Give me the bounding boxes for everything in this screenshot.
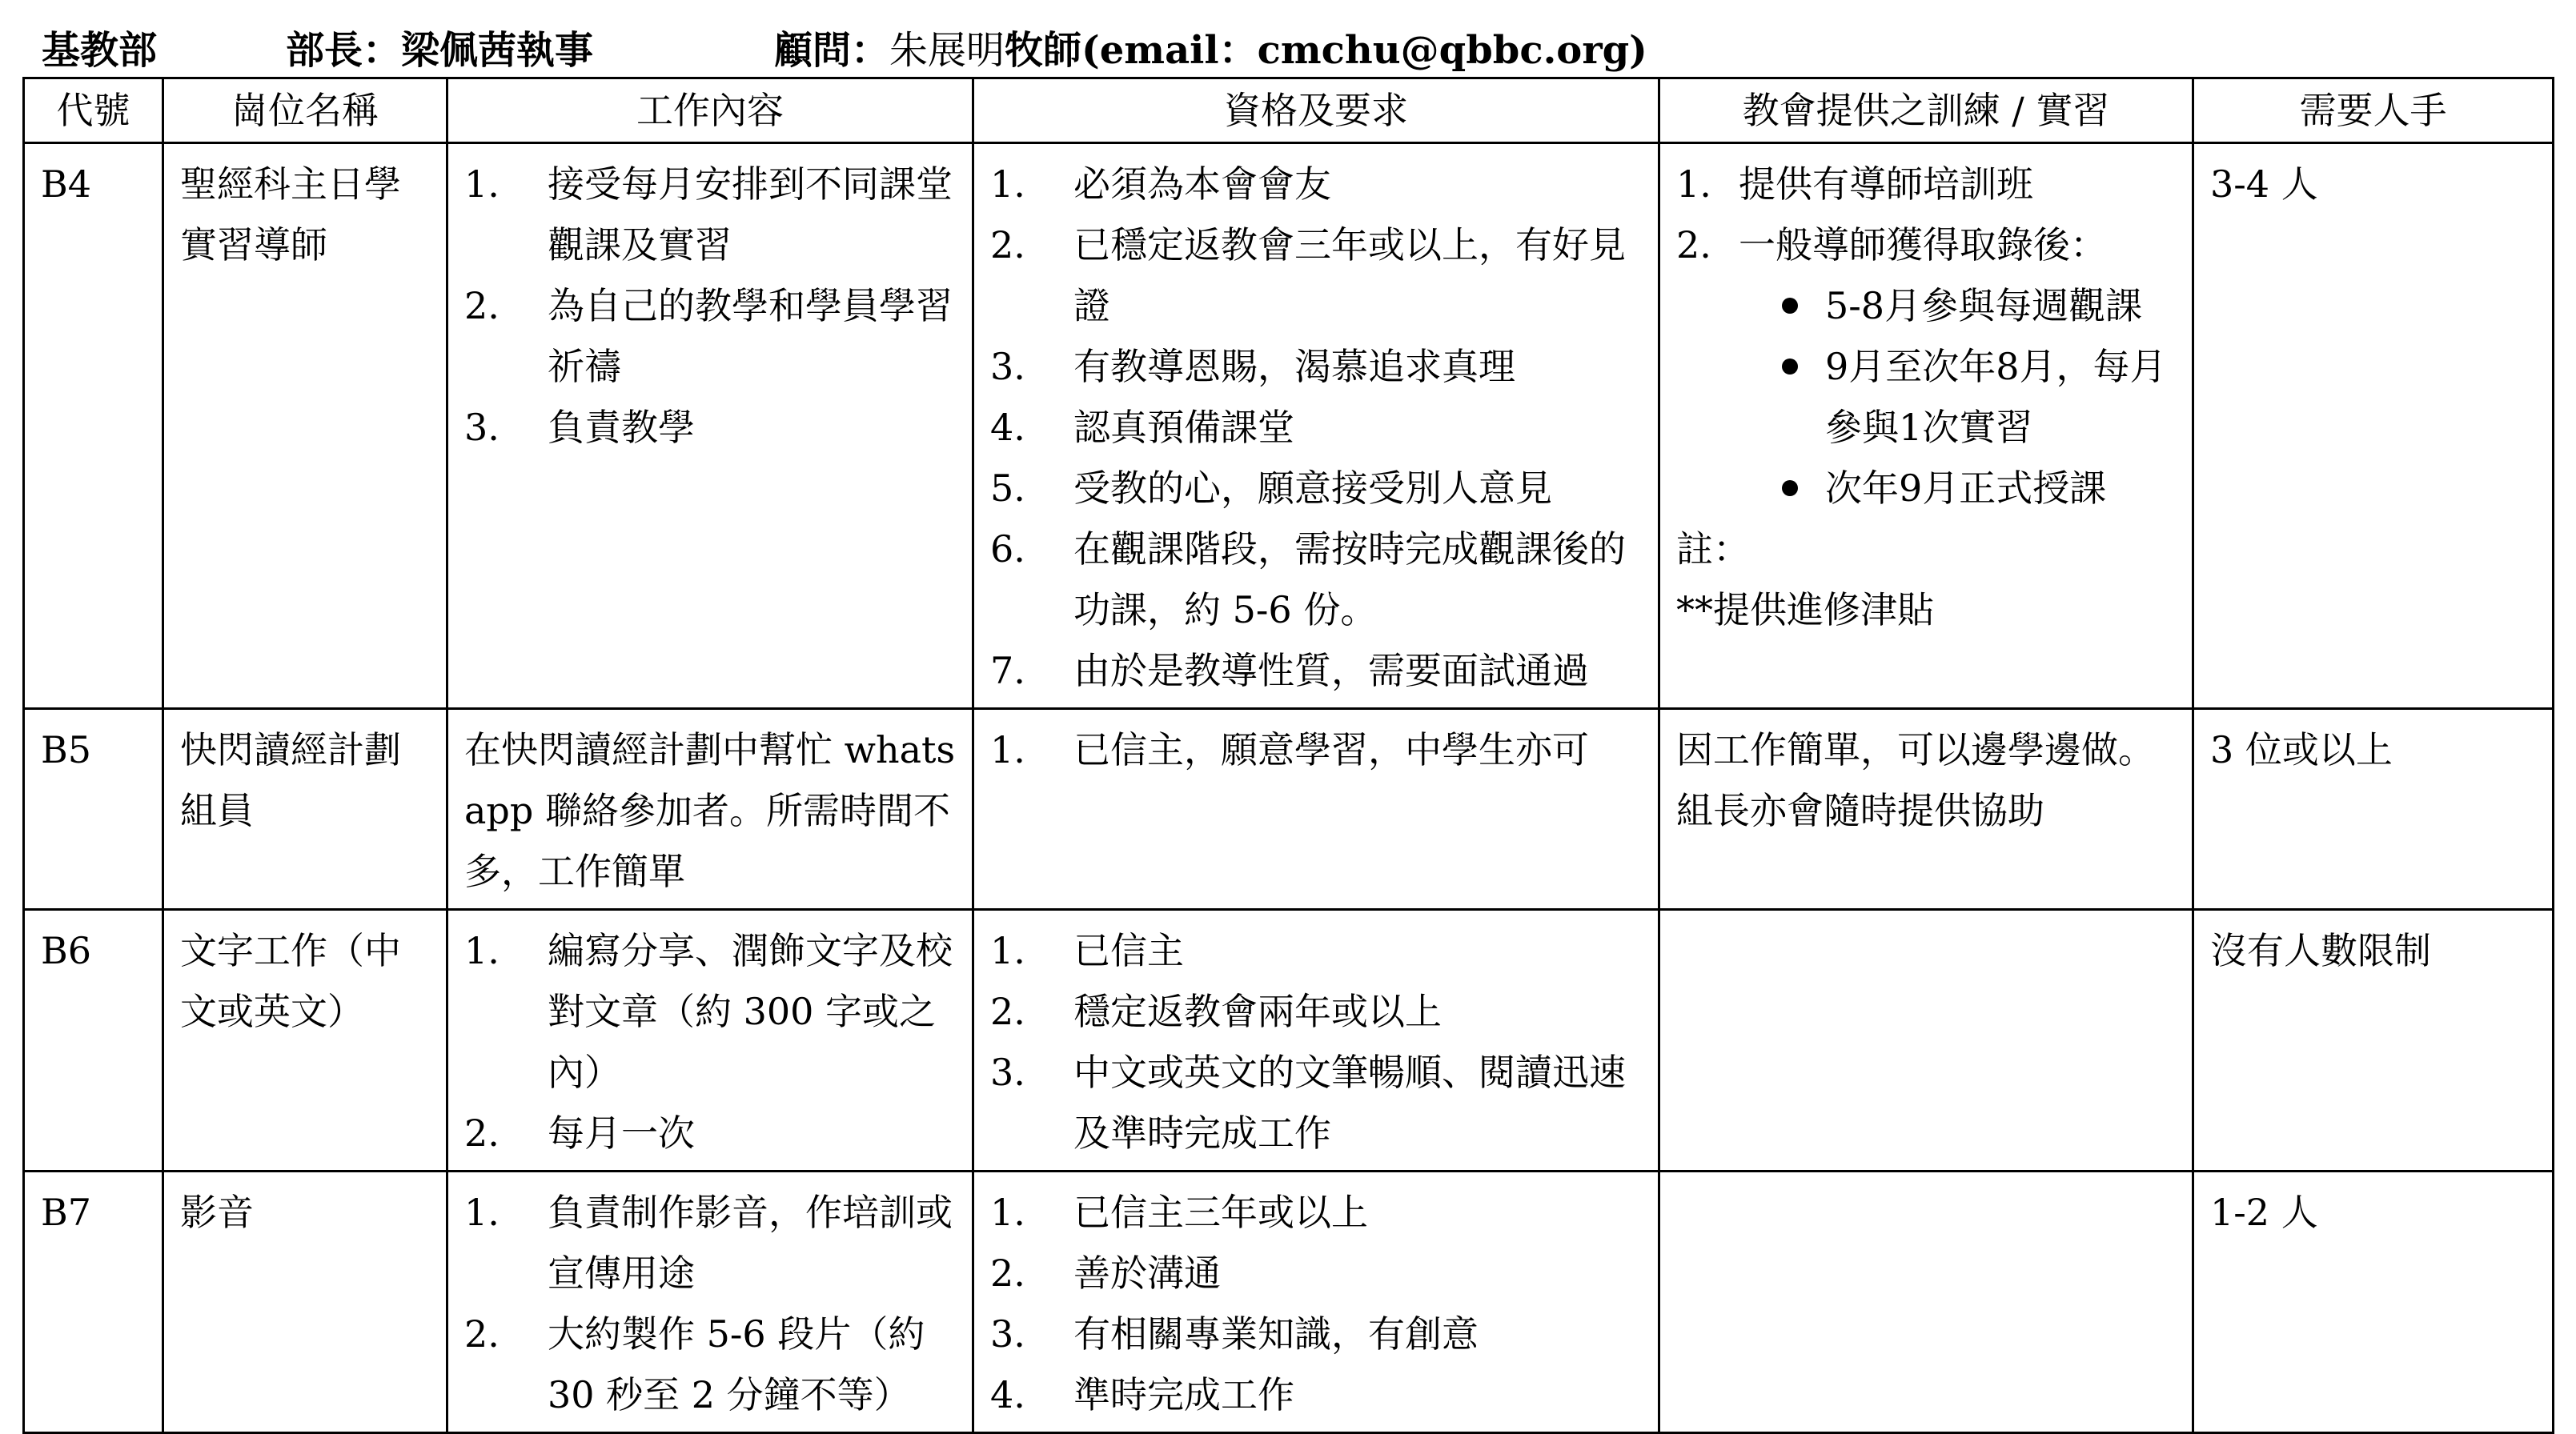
advisor-label: 顧問： xyxy=(774,28,890,73)
bullet-icon xyxy=(1782,298,1798,314)
training-cell: 因工作簡單，可以邊學邊做。組長亦會隨時提供協助 xyxy=(1659,709,2193,910)
column-header: 需要人手 xyxy=(2193,78,2554,143)
table-row xyxy=(24,910,2554,1172)
training-note: **提供進修津貼 xyxy=(1676,588,1934,631)
bullet-icon xyxy=(1782,480,1798,496)
table-header-row xyxy=(24,78,2554,143)
list-item: 5-8月參與每週觀課 xyxy=(1776,275,2176,336)
list-item: 2. 大約製作 5-6 段片（約 30 秒至 2 分鐘不等） xyxy=(464,1312,925,1416)
list-item: 1. 已信主三年或以上 xyxy=(990,1191,1368,1234)
code-cell: B4 xyxy=(24,143,163,709)
duties-cell xyxy=(447,910,973,1172)
requirements-cell xyxy=(973,1172,1659,1433)
advisor-title: 牧師(email：cmchu@qbbc.org) xyxy=(1005,28,1647,73)
requirements-list xyxy=(990,719,1642,780)
column-header: 工作內容 xyxy=(447,78,973,143)
duties-list xyxy=(464,154,956,458)
duties-list xyxy=(464,920,956,1164)
column-header: 崗位名稱 xyxy=(163,78,447,143)
department-title: 基教部 xyxy=(42,28,158,73)
list-item: 6. 在觀課階段，需按時完成觀課後的功課，約 5-6 份。 xyxy=(990,527,1626,631)
list-item: 1. 接受每月安排到不同課堂觀課及實習 xyxy=(464,162,953,266)
bullet-icon xyxy=(1782,358,1798,375)
position-cell: 文字工作（中文或英文） xyxy=(163,910,447,1172)
requirements-cell xyxy=(973,143,1659,709)
list-item: 2. 已穩定返教會三年或以上，有好見證 xyxy=(990,223,1626,327)
list-item: 2. 為自己的教學和學員學習祈禱 xyxy=(464,284,953,388)
code-cell: B6 xyxy=(24,910,163,1172)
code-cell: B5 xyxy=(24,709,163,910)
training-list xyxy=(1676,154,2176,275)
list-item: 2. 穩定返教會兩年或以上 xyxy=(990,990,1442,1033)
advisor-info xyxy=(774,22,1647,78)
requirements-list xyxy=(990,920,1642,1164)
table-row xyxy=(24,1172,2554,1433)
list-item: 4. 認真預備課堂 xyxy=(990,406,1294,449)
advisor-name: 朱展明 xyxy=(889,28,1005,73)
list-item: 1. 編寫分享、潤飾文字及校對文章（約 300 字或之內） xyxy=(464,929,953,1094)
list-item: 次年9月正式授課 xyxy=(1776,458,2176,519)
duties-cell xyxy=(447,143,973,709)
list-item: 2. 善於溝通 xyxy=(990,1252,1221,1295)
requirements-list xyxy=(990,154,1642,701)
requirements-cell xyxy=(973,709,1659,910)
list-item: 1. 負責制作影音，作培訓或宣傳用途 xyxy=(464,1191,953,1295)
position-cell: 快閃讀經計劃組員 xyxy=(163,709,447,910)
department-head: 部長：梁佩茜執事 xyxy=(286,28,594,73)
code-cell: B7 xyxy=(24,1172,163,1433)
list-item: 3. 中文或英文的文筆暢順、閱讀迅速及準時完成工作 xyxy=(990,1051,1626,1155)
list-item: 2. 每月一次 xyxy=(464,1112,695,1155)
column-header: 資格及要求 xyxy=(973,78,1659,143)
column-header: 教會提供之訓練 / 實習 xyxy=(1659,78,2193,143)
list-item: 1. 已信主 xyxy=(990,929,1184,972)
training-cell xyxy=(1659,910,2193,1172)
column-header: 代號 xyxy=(24,78,163,143)
duties-list xyxy=(464,1182,956,1425)
list-item: 1. 提供有導師培訓班 xyxy=(1676,162,2033,206)
requirements-cell xyxy=(973,910,1659,1172)
list-item: 3. 負責教學 xyxy=(464,406,695,449)
training-bullets xyxy=(1676,275,2176,519)
duties-cell xyxy=(447,1172,973,1433)
list-item: 9月至次年8月，每月參與1次實習 xyxy=(1776,336,2176,458)
duties-cell: 在快閃讀經計劃中幫忙 whats app 聯絡參加者。所需時間不多，工作簡單 xyxy=(447,709,973,910)
requirements-list xyxy=(990,1182,1642,1425)
training-cell xyxy=(1659,1172,2193,1433)
page-header xyxy=(42,22,2531,78)
table-row xyxy=(24,709,2554,910)
list-item: 3. 有教導恩賜，渴慕追求真理 xyxy=(990,345,1515,388)
list-item: 1. 必須為本會會友 xyxy=(990,162,1331,206)
list-item: 1. 已信主，願意學習，中學生亦可 xyxy=(990,728,1589,771)
headcount-cell: 沒有人數限制 xyxy=(2193,910,2554,1172)
list-item: 7. 由於是教導性質，需要面試通過 xyxy=(990,649,1589,692)
headcount-cell: 3-4 人 xyxy=(2193,143,2554,709)
table-row xyxy=(24,143,2554,709)
list-item: 4. 準時完成工作 xyxy=(990,1373,1294,1416)
position-cell: 聖經科主日學實習導師 xyxy=(163,143,447,709)
list-item: 2. 一般導師獲得取錄後： xyxy=(1676,223,2107,266)
headcount-cell: 1-2 人 xyxy=(2193,1172,2554,1433)
list-item: 3. 有相關專業知識，有創意 xyxy=(990,1312,1479,1356)
training-note-label: 註： xyxy=(1676,527,1750,571)
positions-table xyxy=(22,77,2554,1434)
training-cell xyxy=(1659,143,2193,709)
list-item: 5. 受教的心，願意接受別人意見 xyxy=(990,467,1552,510)
headcount-cell: 3 位或以上 xyxy=(2193,709,2554,910)
position-cell: 影音 xyxy=(163,1172,447,1433)
